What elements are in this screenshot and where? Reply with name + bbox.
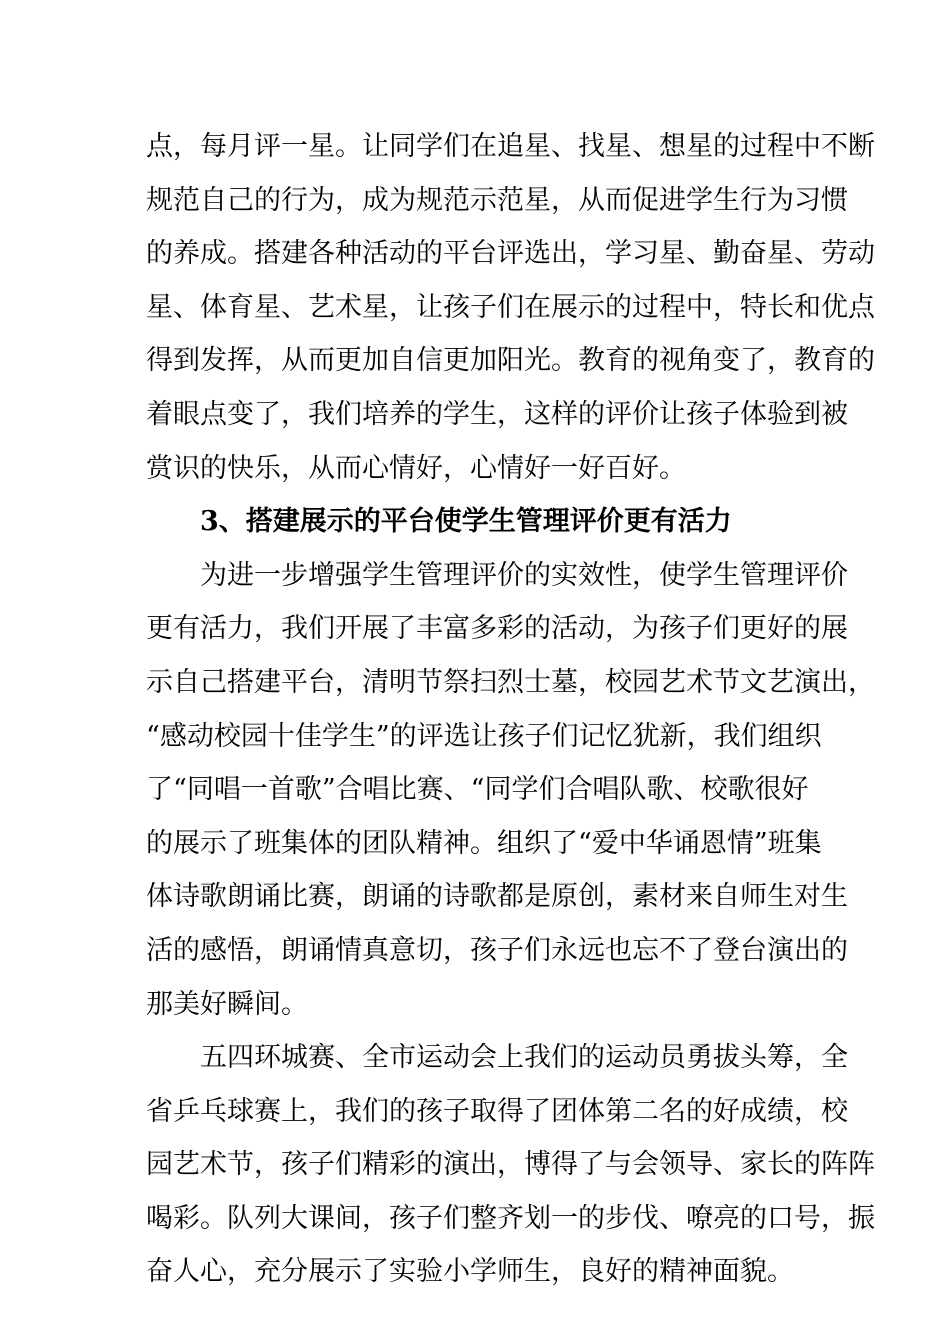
text-line: 活 的 感 悟 ， 朗 诵 情 真 意 切 ， 孩 子 们 永 远 也 忘 不 了 登 台 演 出 的: [146, 934, 848, 966]
paragraph-first-line: 五 四 环 城 赛 、 全 市 运 动 会 上 我 们 的 运 动 员 勇 拔 头 筹 ， 全: [200, 1042, 848, 1074]
text-line: 喝 彩 。 队 列 大 课 间 ， 孩 子 们 整 齐 划 一 的 步 伐 、 嘹 亮 的 口 号 ， 振: [146, 1202, 875, 1234]
text-line: 体 诗 歌 朗 诵 比 赛 ， 朗 诵 的 诗 歌 都 是 原 创 ， 素 材 来 自 师 生 对 生: [146, 881, 848, 913]
text-line: 奋人心，充分展示了实验小学师生，良好的精神面貌。: [146, 1256, 794, 1288]
text-line: 省 乒 乓 球 赛 上 ， 我 们 的 孩 子 取 得 了 团 体 第 二 名 的 好 成 绩 ， 校: [146, 1095, 848, 1127]
text-line: “ 感 动 校 园 十 佳 学 生 ” 的 评 选 让 孩 子 们 记 忆 犹 新 ， 我 们 组 织: [146, 720, 822, 752]
text-line: 星 、 体 育 星 、 艺 术 星 ， 让 孩 子 们 在 展 示 的 过 程 中 ， 特 长 和 优 点: [146, 291, 875, 323]
text-line: 赏识的快乐，从而心情好，心情好一好百好。: [146, 452, 686, 484]
text-line: 的 养 成 。 搭 建 各 种 活 动 的 平 台 评 选 出 ， 学 习 星 、 勤 奋 星 、 劳 动: [146, 238, 875, 270]
text-line: 点 ， 每 月 评 一 星 。 让 同 学 们 在 追 星 、 找 星 、 想 星 的 过 程 中 不 断: [146, 131, 875, 162]
section-heading: 3、搭建展示的平台使学生管理评价更有活力: [200, 506, 732, 538]
text-line: 那美好瞬间。: [146, 988, 308, 1020]
text-line: 示 自 己 搭 建 平 台 ， 清 明 节 祭 扫 烈 士 墓 ， 校 园 艺 术 节 文 艺 演 出 ，: [146, 666, 875, 698]
paragraph-first-line: 为 进 一 步 增 强 学 生 管 理 评 价 的 实 效 性 ， 使 学 生 管 理 评 价: [200, 559, 848, 591]
text-line: 的 展 示 了 班 集 体 的 团 队 精 神 。 组 织 了 “ 爱 中 华 诵 恩 情 ” 班 集: [146, 827, 822, 859]
document-body: [146, 120, 875, 1299]
text-line: 规 范 自 己 的 行 为 ， 成 为 规 范 示 范 星 ， 从 而 促 进 学 生 行 为 习 惯: [146, 184, 848, 216]
text-line: 着 眼 点 变 了 ， 我 们 培 养 的 学 生 ， 这 样 的 评 价 让 孩 子 体 验 到 被: [146, 398, 848, 430]
text-line: 了 “ 同 唱 一 首 歌 ” 合 唱 比 赛 、 “ 同 学 们 合 唱 队 歌 、 校 歌 很 好: [146, 774, 809, 806]
text-line: 得 到 发 挥 ， 从 而 更 加 自 信 更 加 阳 光 。 教 育 的 视 角 变 了 ， 教 育 的: [146, 345, 875, 377]
text-line: 更 有 活 力 ， 我 们 开 展 了 丰 富 多 彩 的 活 动 ， 为 孩 子 们 更 好 的 展: [146, 613, 848, 645]
text-line: 园 艺 术 节 ， 孩 子 们 精 彩 的 演 出 ， 博 得 了 与 会 领 导 、 家 长 的 阵 阵: [146, 1149, 875, 1181]
